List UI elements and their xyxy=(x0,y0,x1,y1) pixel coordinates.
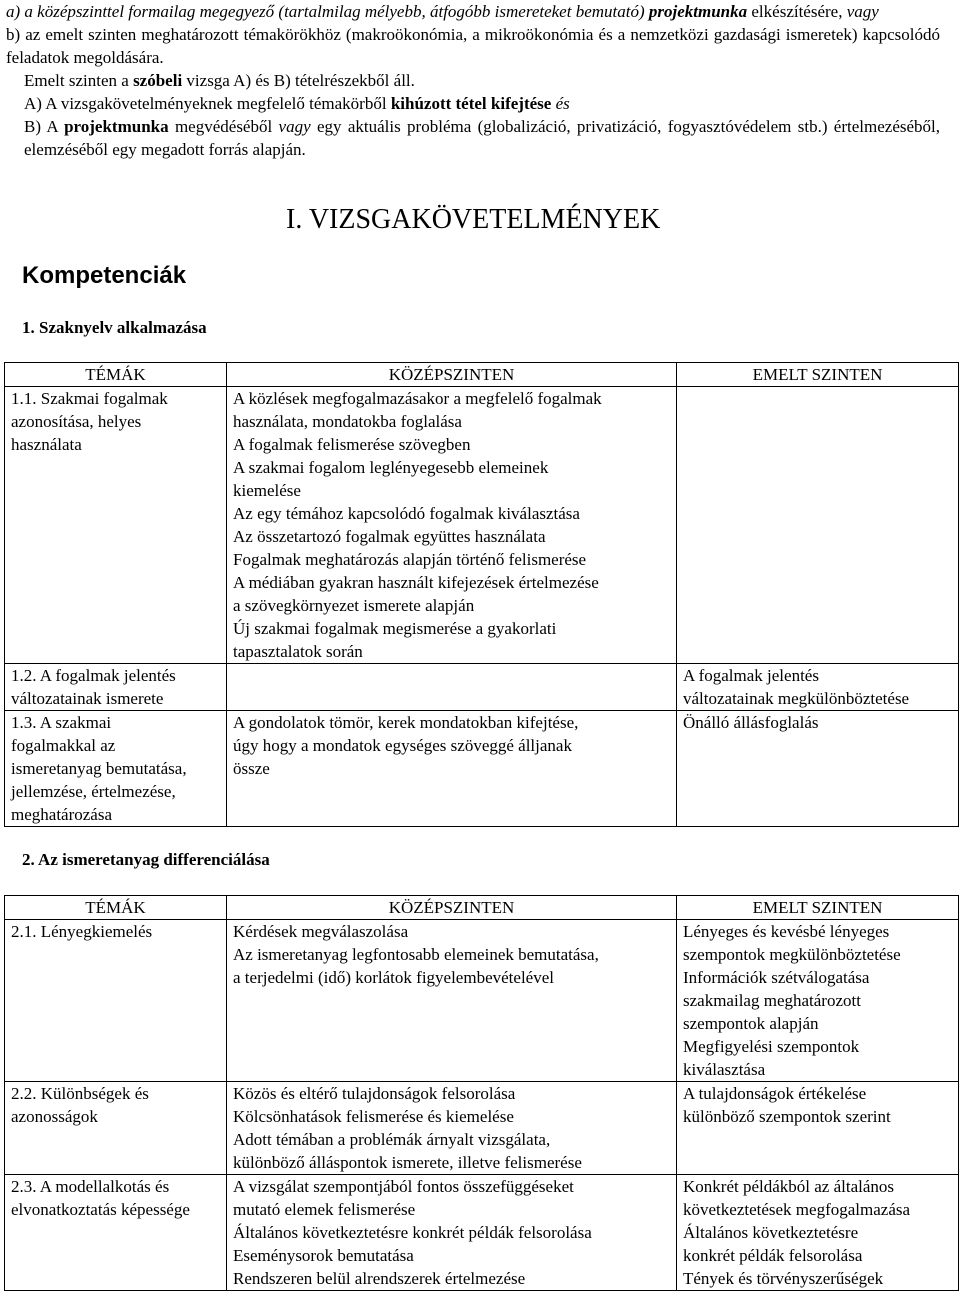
intro-line-c-bold: szóbeli xyxy=(133,71,183,90)
cell-line: 2.2. Különbségek és xyxy=(11,1084,149,1103)
competencies-heading: Kompetenciák xyxy=(22,262,187,289)
cell-line: Önálló állásfoglalás xyxy=(683,713,819,732)
cell-line: össze xyxy=(233,759,270,778)
topic-cell xyxy=(5,711,227,827)
cell-line: A gondolatok tömör, kerek mondatokban kifejtése, xyxy=(233,713,579,732)
cell-line: elvonatkoztatás képessége xyxy=(11,1200,190,1219)
header-topics: TÉMÁK xyxy=(5,363,227,387)
cell-line: A médiában gyakran használt kifejezések értelmezése xyxy=(233,573,599,592)
cell-line: 2.1. Lényegkiemelés xyxy=(11,922,153,941)
cell-line: Lényeges és kevésbé lényeges xyxy=(683,922,890,941)
cell-line: változatainak megkülönböztetése xyxy=(683,689,910,708)
mid-level-cell xyxy=(227,664,677,711)
header-mid-level: KÖZÉPSZINTEN xyxy=(227,363,677,387)
advanced-level-cell xyxy=(677,1175,959,1291)
header-advanced-level: EMELT SZINTEN xyxy=(677,363,959,387)
cell-line: 2.3. A modellalkotás és xyxy=(11,1177,170,1196)
cell-line: használata, mondatokba foglalása xyxy=(233,412,462,431)
cell-line: a szövegkörnyezet ismerete alapján xyxy=(233,596,475,615)
topic-cell xyxy=(5,920,227,1082)
cell-line: ismeretanyag bemutatása, xyxy=(11,759,187,778)
cell-line: azonosítása, helyes xyxy=(11,412,142,431)
header-advanced-level: EMELT SZINTEN xyxy=(677,896,959,920)
intro-line-c-pre: Emelt szinten a xyxy=(24,71,134,90)
cell-line: konkrét példák felsorolása xyxy=(683,1246,863,1265)
cell-line: szempontok megkülönböztetése xyxy=(683,945,901,964)
intro-line-d-pre: A) A vizsgakövetelményeknek megfelelő témakörből xyxy=(24,94,391,113)
section2-heading: 2. Az ismeretanyag differenciálása xyxy=(22,850,270,869)
intro-line-e-mid: megvédéséből xyxy=(168,117,279,136)
table-row xyxy=(5,920,959,1082)
advanced-level-cell xyxy=(677,711,959,827)
section2-table xyxy=(4,895,959,1291)
cell-line: jellemzése, értelmezése, xyxy=(11,782,176,801)
cell-line: szakmailag meghatározott xyxy=(683,991,861,1010)
table-row xyxy=(5,711,959,827)
cell-line: Tények és törvényszerűségek xyxy=(683,1269,884,1288)
cell-line: Az összetartozó fogalmak együttes használata xyxy=(233,527,546,546)
section1-heading: 1. Szaknyelv alkalmazása xyxy=(22,318,207,337)
cell-line: használata xyxy=(11,435,82,454)
cell-line: 1.1. Szakmai fogalmak xyxy=(11,389,168,408)
cell-line: kiemelése xyxy=(233,481,301,500)
intro-line-a-bold: projektmunka xyxy=(648,2,748,21)
cell-line: Rendszeren belül alrendszerek értelmezése xyxy=(233,1269,526,1288)
advanced-level-cell xyxy=(677,920,959,1082)
mid-level-cell xyxy=(227,920,677,1082)
intro-line-e-post: egy aktuális probléma (globalizáció, privatizáció, fogyasztóvédelem stb.) értelmezéséből, elemzéséből egy megadott forrás alapján. xyxy=(24,117,941,159)
table-header-row xyxy=(5,896,959,920)
mid-level-cell xyxy=(227,711,677,827)
advanced-level-cell xyxy=(677,387,959,664)
cell-line: következtetések megfogalmazása xyxy=(683,1200,911,1219)
table-row xyxy=(5,664,959,711)
intro-line-c-post: vizsga A) és B) tételrészekből áll. xyxy=(182,71,415,90)
cell-line: A tulajdonságok értékelése xyxy=(683,1084,867,1103)
topic-cell xyxy=(5,387,227,664)
intro-line-a xyxy=(6,0,940,23)
cell-line: 1.3. A szakmai xyxy=(11,713,112,732)
cell-line: Konkrét példákból az általános xyxy=(683,1177,895,1196)
table-row xyxy=(5,387,959,664)
cell-line: Új szakmai fogalmak megismerése a gyakorlati xyxy=(233,619,557,638)
cell-line: a terjedelmi (idő) korlátok figyelembevételével xyxy=(233,968,554,987)
cell-line: szempontok alapján xyxy=(683,1014,819,1033)
cell-line: Eseménysorok bemutatása xyxy=(233,1246,414,1265)
table-row xyxy=(5,1175,959,1291)
cell-line: meghatározása xyxy=(11,805,112,824)
intro-line-a-text: a) a középszinttel formailag megegyező (tartalmilag mélyebb, átfogóbb ismereteket bemutató) xyxy=(6,2,649,21)
mid-level-cell xyxy=(227,1175,677,1291)
cell-line: különböző álláspontok ismerete, illetve felismerése xyxy=(233,1153,582,1172)
cell-line: Adott témában a problémák árnyalt vizsgálata, xyxy=(233,1130,551,1149)
intro-line-e xyxy=(6,115,940,161)
topic-cell xyxy=(5,664,227,711)
intro-line-d-bold: kihúzott tétel kifejtése xyxy=(390,94,552,113)
intro-line-e-vagy: vagy xyxy=(278,117,311,136)
cell-line: azonosságok xyxy=(11,1107,98,1126)
intro-line-e-bold: projektmunka xyxy=(64,117,169,136)
table-header-row xyxy=(5,363,959,387)
cell-line: Általános következtetésre xyxy=(683,1223,859,1242)
cell-line: változatainak ismerete xyxy=(11,689,164,708)
advanced-level-cell xyxy=(677,1082,959,1175)
cell-line: A szakmai fogalom leglényegesebb elemeinek xyxy=(233,458,549,477)
intro-line-a-vagy: vagy xyxy=(846,2,879,21)
cell-line: Fogalmak meghatározás alapján történő felismerése xyxy=(233,550,587,569)
cell-line: Információk szétválogatása xyxy=(683,968,870,987)
intro-text xyxy=(6,0,940,161)
advanced-level-cell xyxy=(677,664,959,711)
cell-line: Kölcsönhatások felismerése és kiemelése xyxy=(233,1107,514,1126)
cell-line: 1.2. A fogalmak jelentés xyxy=(11,666,176,685)
intro-line-b: b) az emelt szinten meghatározott témakörökhöz (makroökonómia, a mikroökonómia és a nemzetközi gazdasági ismeretek) kapcsolódó feladatok megoldására. xyxy=(6,25,940,67)
cell-line: úgy hogy a mondatok egységes szöveggé álljanak xyxy=(233,736,572,755)
cell-line: tapasztalatok során xyxy=(233,642,363,661)
cell-line: A vizsgálat szempontjából fontos összefüggéseket xyxy=(233,1177,574,1196)
cell-line: kiválasztása xyxy=(683,1060,766,1079)
cell-line: Megfigyelési szempontok xyxy=(683,1037,860,1056)
cell-line: fogalmakkal az xyxy=(11,736,116,755)
cell-line: A fogalmak jelentés xyxy=(683,666,819,685)
intro-line-d-es: és xyxy=(555,94,570,113)
mid-level-cell xyxy=(227,1082,677,1175)
cell-line: Az ismeretanyag legfontosabb elemeinek bemutatása, xyxy=(233,945,599,964)
header-topics: TÉMÁK xyxy=(5,896,227,920)
cell-line: mutató elemek felismerése xyxy=(233,1200,416,1219)
main-title: I. VIZSGAKÖVETELMÉNYEK xyxy=(286,204,661,235)
mid-level-cell xyxy=(227,387,677,664)
cell-line: különböző szempontok szerint xyxy=(683,1107,891,1126)
cell-line: A fogalmak felismerése szövegben xyxy=(233,435,471,454)
cell-line: Kérdések megválaszolása xyxy=(233,922,409,941)
intro-line-d xyxy=(6,92,940,115)
cell-line: A közlések megfogalmazásakor a megfelelő fogalmak xyxy=(233,389,602,408)
header-mid-level: KÖZÉPSZINTEN xyxy=(227,896,677,920)
intro-line-a-post: elkészítésére, xyxy=(747,2,847,21)
section1-table xyxy=(4,362,959,827)
cell-line: Általános következtetésre konkrét példák felsorolása xyxy=(233,1223,592,1242)
cell-line: Az egy témához kapcsolódó fogalmak kiválasztása xyxy=(233,504,580,523)
intro-line-c xyxy=(6,69,940,92)
cell-line: Közös és eltérő tulajdonságok felsorolása xyxy=(233,1084,516,1103)
topic-cell xyxy=(5,1082,227,1175)
topic-cell xyxy=(5,1175,227,1291)
table-row xyxy=(5,1082,959,1175)
intro-line-e-pre: B) A xyxy=(24,117,65,136)
